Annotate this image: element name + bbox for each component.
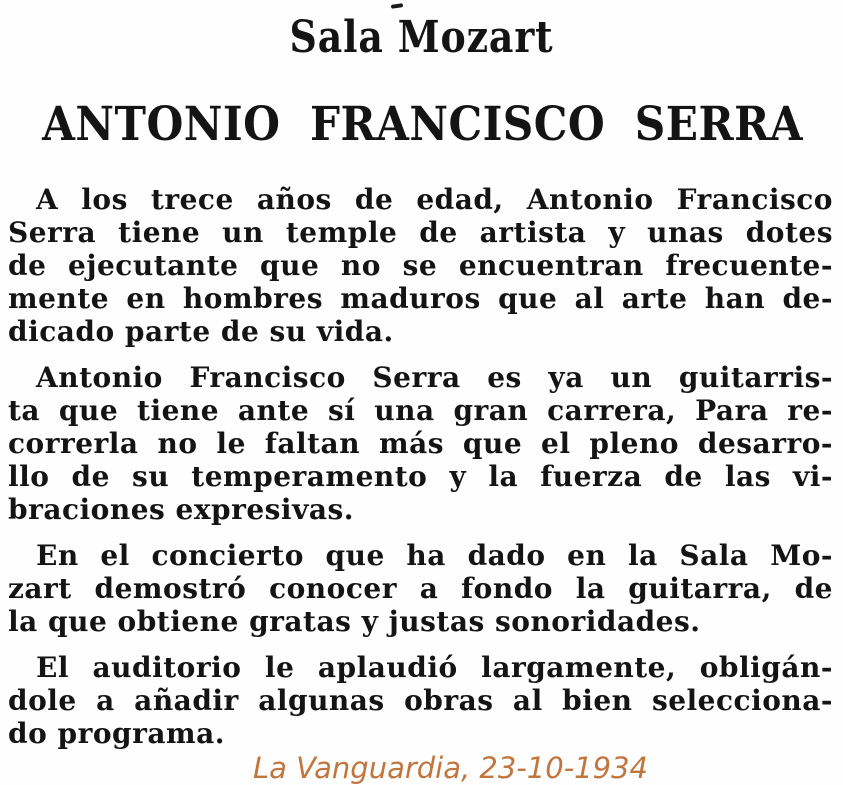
article-body xyxy=(8,183,833,750)
text-line: la que obtiene gratas y justas sonoridades. xyxy=(8,605,701,638)
section-title: Sala Mozart xyxy=(289,12,554,63)
text-line: do programa. xyxy=(8,717,225,750)
text-line: dole a añadir algunas obras al bien selecciona- xyxy=(8,684,833,717)
paragraph xyxy=(8,183,833,348)
paragraph xyxy=(8,361,833,526)
text-line: ta que tiene ante sí una gran carrera, Para re- xyxy=(8,394,833,427)
paragraph xyxy=(8,651,833,750)
headline: ANTONIO FRANCISCO SERRA xyxy=(42,97,803,152)
text-line: de ejecutante que no se encuentran frecuente- xyxy=(8,249,833,282)
text-line: El auditorio le aplaudió largamente, obligán- xyxy=(36,651,833,684)
text-line: Serra tiene un temple de artista y unas dotes xyxy=(8,216,833,249)
source-caption: La Vanguardia, 23-10-1934 xyxy=(253,751,648,785)
text-line: braciones expresivas. xyxy=(8,493,354,526)
paragraph xyxy=(8,539,833,638)
text-line: Antonio Francisco Serra es ya un guitarris- xyxy=(36,361,833,394)
text-line: mente en hombres maduros que al arte han de- xyxy=(8,282,833,315)
text-line: dicado parte de su vida. xyxy=(8,315,394,348)
text-line: llo de su temperamento y la fuerza de las vi- xyxy=(8,460,833,493)
text-line: En el concierto que ha dado en la Sala Mo- xyxy=(36,539,833,572)
text-line: zart demostró conocer a fondo la guitarra, de xyxy=(8,572,833,605)
text-line: A los trece años de edad, Antonio Francisco xyxy=(36,183,833,216)
text-line: correrla no le faltan más que el pleno desarro- xyxy=(8,427,833,460)
